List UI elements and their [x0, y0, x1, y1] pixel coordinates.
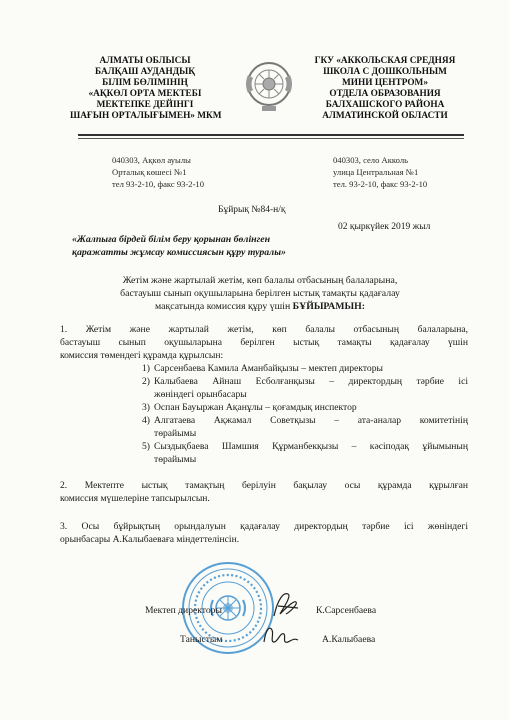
member-number: 5) [142, 441, 150, 452]
preamble-line3-text: мақсатында комиссия құру үшін [155, 301, 293, 312]
header-left [70, 56, 220, 122]
commission-members [142, 362, 468, 466]
item1-line: комиссия төмендегі құрамда құрылсын: [60, 350, 224, 361]
item1-line: бастауыш сынып оқушыларына берілген ыстық тамақты қадағалау үшін [60, 337, 468, 348]
director-signature-icon [268, 588, 302, 622]
director-title: Мектеп директоры [145, 605, 222, 616]
item2-line: 2. Мектепте ыстық тамақтың берілуін бақылау осы құрамда құрылған [60, 480, 468, 491]
order-item-2 [60, 479, 468, 505]
address-right [333, 154, 427, 190]
preamble-line [60, 300, 460, 313]
header-divider-thin [78, 138, 464, 139]
address-right-line: улица Центральная №1 [333, 167, 419, 177]
header-right [300, 56, 470, 122]
acknowledged-name: А.Калыбаева [322, 634, 376, 645]
header-right-line: ШКОЛА С ДОШКОЛЬНЫМ [323, 67, 447, 77]
address-left [112, 154, 204, 190]
member-number: 1) [142, 363, 150, 374]
member-number: 3) [142, 402, 150, 413]
list-item [142, 375, 468, 401]
item2-line: комиссия мүшелеріне тапсырылсын. [60, 493, 210, 504]
member-text: Калыбаева Айнаш Есболғанқызы – директордың тәрбие ісі [154, 376, 468, 387]
preamble-line: Жетім және жартылай жетім, көп балалы отбасының балаларына, [122, 275, 398, 286]
state-emblem-icon [244, 57, 294, 113]
order-number: Бұйрық №84-н/қ [218, 205, 286, 215]
member-text: төрайымы [154, 454, 197, 465]
item1-line: 1. Жетім және жартылай жетім, көп балалы отбасының балаларына, [60, 324, 468, 335]
address-left-line: 040303, Ақкөл ауылы [112, 155, 191, 165]
acknowledged-title: Таныстым [180, 634, 223, 645]
header-left-line: БІЛІМ БӨЛІМІНІҢ [102, 78, 188, 88]
header-left-line: МЕКТЕПКЕ ДЕЙІНГІ [96, 100, 194, 110]
member-number: 2) [142, 376, 150, 387]
list-item [142, 401, 468, 414]
address-left-line: тел 93-2-10, факс 93-2-10 [112, 179, 205, 189]
header-right-line: МИНИ ЦЕНТРОМ» [342, 78, 428, 88]
order-subject [72, 233, 286, 259]
list-item [142, 440, 468, 466]
member-text: Алгатаева Ақжамал Советқызы – ата-аналар комитетінің [154, 415, 468, 426]
order-item-3 [60, 520, 468, 546]
header-right-line: АЛМАТИНСКОЙ ОБЛАСТИ [322, 111, 448, 121]
header-divider-thick [78, 134, 464, 136]
order-date: 02 қыркүйек 2019 жыл [338, 222, 431, 232]
member-text: Сыздықбаева Шамшия Құрманбекқызы – кәсіподақ ұйымының [154, 441, 468, 452]
preamble-line: бастауыш сынып оқушыларына берілген ыстық тамақты қадағалау [120, 288, 400, 299]
address-right-line: тел. 93-2-10, факс 93-2-10 [333, 179, 428, 189]
acknowledged-signature-icon [260, 620, 302, 650]
member-text: Сарсенбаева Камила Аманбайқызы – мектеп директоры [154, 363, 383, 374]
member-text: жөніндегі орынбасары [154, 389, 247, 400]
subject-line: қаражатты жұмсау комиссиясын құру туралы» [72, 247, 286, 258]
header-right-line: ОТДЕЛА ОБРАЗОВАНИЯ [329, 89, 441, 99]
order-item-1 [60, 323, 468, 362]
address-right-line: 040303, село Акколь [333, 155, 409, 165]
list-item [142, 414, 468, 440]
item3-line: орынбасары А.Калыбаеваға міндеттелінсін. [60, 534, 240, 545]
header-left-line: АЛМАТЫ ОБЛЫСЫ [99, 56, 191, 66]
header-right-line: ГКУ «АККОЛЬСКАЯ СРЕДНЯЯ [314, 56, 456, 66]
order-word: БҰЙЫРАМЫН: [292, 301, 365, 312]
list-item [142, 362, 468, 375]
subject-line: «Жалпыға бірдей білім беру қорынан бөлінген [72, 234, 271, 245]
header-left-line: БАЛҚАШ АУДАНДЫҚ [94, 67, 196, 77]
member-text: төрайымы [154, 428, 197, 439]
header-right-line: БАЛХАШСКОГО РАЙОНА [325, 100, 445, 110]
item3-line: 3. Осы бұйрықтың орындалуын қадағалау директордың тәрбие ісі жөніндегі [60, 521, 468, 532]
preamble [60, 274, 460, 313]
address-left-line: Орталық көшесі №1 [112, 167, 187, 177]
director-name: К.Сарсенбаева [316, 605, 377, 616]
member-number: 4) [142, 415, 150, 426]
member-text: Оспан Бауыржан Ақанұлы – қоғамдық инспектор [154, 402, 357, 413]
header-left-line: ШАҒЫН ОРТАЛЫҒЫМЕН» МКМ [70, 111, 222, 121]
header-left-line: «АҚКӨЛ ОРТА МЕКТЕБІ [88, 89, 202, 99]
